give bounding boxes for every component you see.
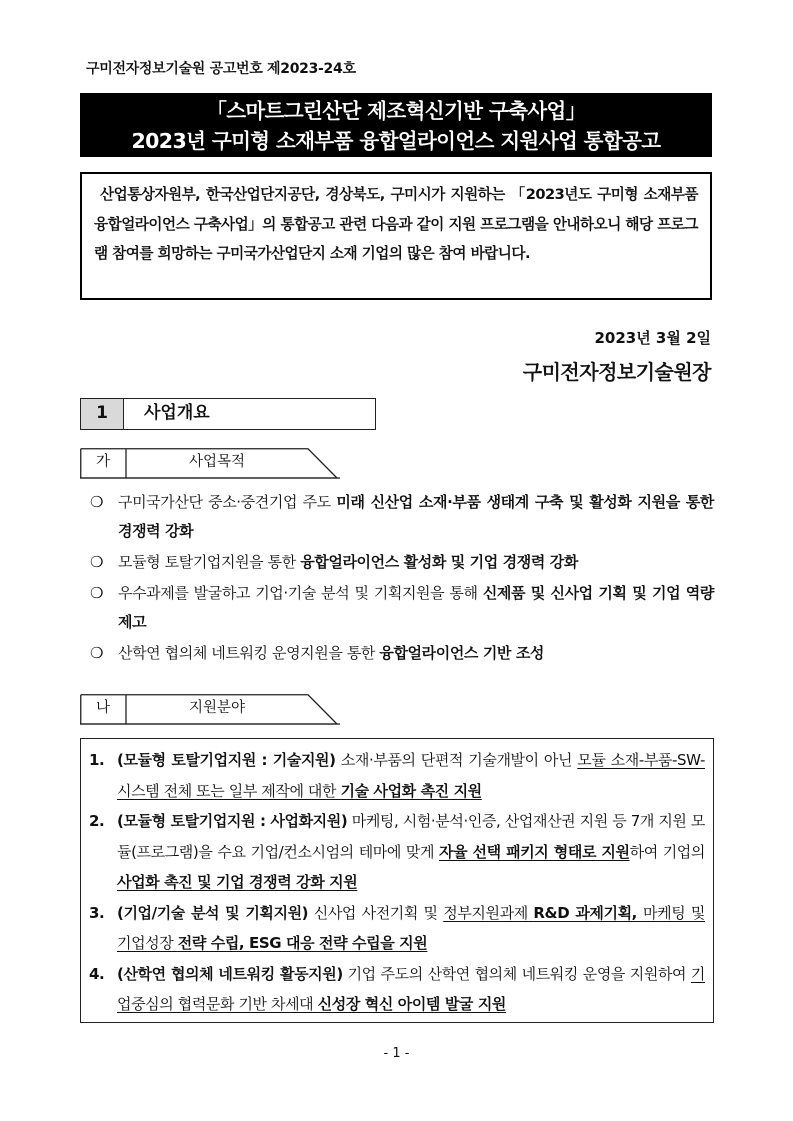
field-emphasis: 자율 선택 패키지 형태로 지원: [439, 842, 630, 861]
field-number: 3.: [89, 903, 105, 922]
field-emphasis: 전략 수립, ESG 대응 전략 수립을 지원: [177, 934, 428, 952]
subsection-a-title: 사업목적: [188, 454, 246, 470]
field-emphasis: 신성장 혁신 아이템 발굴 지원: [317, 995, 507, 1013]
purpose-emphasis: 미래 신산업 소재·부품 생태계 구축 및 활성화 지원을 통한 경쟁력 강화: [118, 493, 715, 540]
field-text: 마케팅, 시험·분석·인증, 산업재산권 지원 등 7개 지원 모듈(프로그램)을 수요 기업/컨소시엄의 테마에 맞게: [117, 812, 705, 861]
notice-number: 구미전자정보기술원 공고번호 제2023-24호: [86, 61, 356, 77]
issuer-name: 구미전자정보기술원장: [522, 360, 711, 384]
field-text: 신사업 사전기획 및: [308, 903, 444, 922]
field-emphasis: R&D 과제기획,: [533, 903, 644, 922]
purpose-text: 우수과제를 발굴하고 기업·기술 분석 및 기획지원을 통해: [118, 584, 483, 602]
subsection-b-number: 나: [95, 700, 110, 716]
field-heading: (기업/기술 분석 및 기획지원): [117, 903, 309, 922]
field-underlined-text: 모듈 소재-부품-SW-시스템 전체 또는 일부 제작에 대한: [117, 751, 705, 800]
field-underlined-text: 기업중심의 협력문화 기반 차세대: [117, 964, 705, 1013]
title-line-2: 2023년 구미형 소재부품 융합얼라이언스 지원사업 통합공고: [131, 129, 661, 153]
support-field-item: [89, 806, 705, 898]
circle-bullet-icon: ❍: [90, 584, 104, 602]
purpose-item: [86, 639, 714, 668]
field-heading: (모듈형 토탈기업지원 : 사업화지원): [117, 812, 348, 830]
purpose-emphasis: 융합얼라이언스 기반 조성: [379, 644, 545, 662]
section-number: 1: [80, 398, 124, 430]
field-number: 1.: [89, 751, 105, 769]
field-number: 2.: [89, 812, 105, 830]
field-underlined-text: 정부지원과제: [443, 903, 534, 922]
page-number: - 1 -: [383, 1046, 410, 1061]
circle-bullet-icon: ❍: [90, 553, 104, 571]
field-underlined-text: 마케팅 및 기업성장: [117, 903, 705, 952]
field-heading: (모듈형 토탈기업지원 : 기술지원): [117, 751, 336, 769]
purpose-text: 산학연 협의체 네트워킹 운영지원을 통한: [118, 644, 380, 662]
purpose-item: [86, 548, 714, 577]
subsection-b-title: 지원분야: [188, 700, 246, 716]
field-text: 하여 기업의: [629, 842, 705, 861]
purpose-item: [86, 579, 714, 637]
purpose-emphasis: 신제품 및 신사업 기획 및 기업 역량 제고: [118, 584, 714, 631]
subsection-a-number: 가: [95, 454, 110, 470]
title-line-1: 「스마트그린산단 제조혁신기반 구축사업」: [206, 99, 586, 123]
announcement-date: 2023년 3월 2일: [594, 329, 711, 347]
purpose-emphasis: 융합얼라이언스 활성화 및 기업 경쟁력 강화: [300, 553, 578, 571]
support-field-item: [89, 898, 705, 959]
support-field-item: [89, 745, 705, 806]
announcement-title: [80, 93, 712, 157]
field-emphasis: 사업화 촉진 및 기업 경쟁력 강화 지원: [117, 873, 358, 891]
intro-box: [80, 172, 712, 300]
field-text: 기업 주도의 산학연 협의체 네트워킹 운영을 지원하여: [342, 964, 691, 983]
purpose-item: [86, 488, 714, 546]
circle-bullet-icon: ❍: [90, 493, 104, 511]
purpose-text: 모듈형 토탈기업지원을 통한: [118, 553, 301, 571]
support-fields-box: [80, 738, 714, 1023]
field-text: 소재·부품의 단편적 기술개발이 아닌: [335, 751, 578, 769]
field-number: 4.: [89, 964, 105, 983]
section-header-box: [80, 398, 376, 430]
support-field-item: [89, 959, 705, 1020]
field-heading: (산학연 협의체 네트워킹 활동지원): [117, 964, 343, 983]
intro-text: 산업통상자원부, 한국산업단지공단, 경상북도, 구미시가 지원하는 「2023년도 구미형 소재부품 융합얼라이언스 구축사업」의 통합공고 관련 다음과 같이 지원 프로그램을 안내하오니 해당 프로그램 참여를 희망하는 구미국가산업단지 소재 기업의 많은 참여 바랍니다.: [94, 186, 698, 262]
purpose-text: 구미국가산단 중소·중견기업 주도: [118, 493, 337, 511]
purpose-list: [86, 488, 714, 670]
section-title: 사업개요: [144, 403, 210, 423]
circle-bullet-icon: ❍: [90, 644, 104, 662]
field-emphasis: 기술 사업화 촉진 지원: [340, 781, 482, 800]
